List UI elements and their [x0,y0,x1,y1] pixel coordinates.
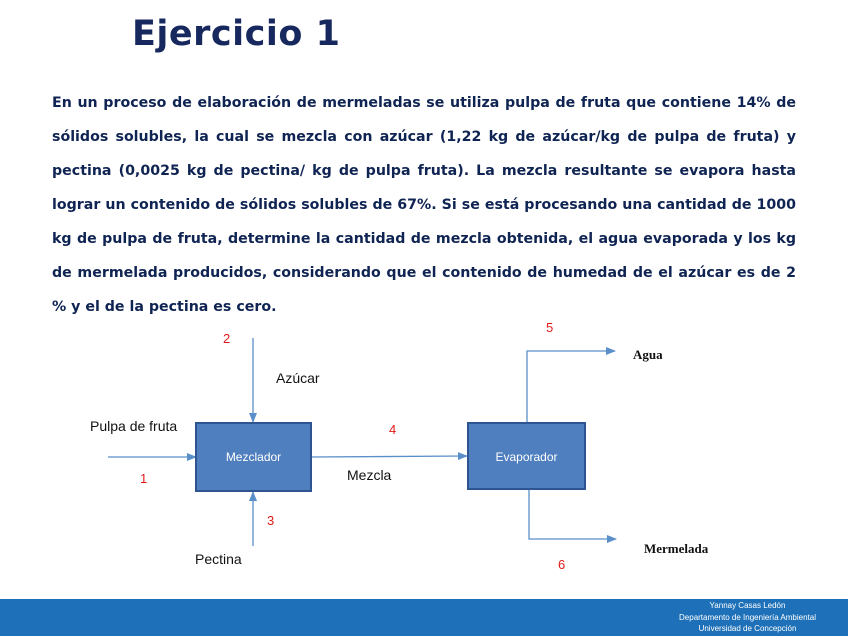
slide-title: Ejercicio 1 [132,14,341,54]
stream-6-number: 6 [558,557,566,572]
footer-credits [679,600,816,635]
stream-4-label: Mezcla [347,467,392,483]
problem-statement: En un proceso de elaboración de mermeladas se utiliza pulpa de fruta que contiene 14% de sólidos solubles, la cual se mezcla con azúcar (1,22 kg de azúcar/kg de pulpa de fruta) y pectina (0,0025 kg de pectina/ kg de pulpa fruta). La mezcla resultante se evapora hasta lograr un contenido de sólidos solubles de 67%. Si se está procesando una cantidad de 1000 kg de pulpa de fruta, determine la cantidad de mezcla obtenida, el agua evaporada y los kg de mermelada producidos, considerando que el contenido de humedad de el azúcar es de 2 % y el de la pectina es cero. [52,95,796,315]
stream-3-label: Pectina [195,551,242,567]
footer-department: Departamento de Ingeniería Ambiental [679,612,816,622]
footer-author: Yannay Casas Ledón [709,601,786,610]
stream-1-label: Pulpa de fruta [90,418,178,434]
mixer-label: Mezclador [225,450,282,464]
stream-3-number: 3 [267,513,275,528]
evaporator-label: Evaporador [495,450,558,464]
stream-5-arrow [527,351,615,422]
footer-university: Universidad de Concepción [698,624,797,633]
stream-1-number: 1 [140,471,148,486]
stream-6-arrow [529,489,616,539]
footer-bar [0,599,848,636]
stream-2-label: Azúcar [276,370,320,386]
stream-2-number: 2 [223,331,231,346]
stream-4-number: 4 [389,422,397,437]
stream-6-label: Mermelada [644,541,709,556]
stream-5-number: 5 [546,320,554,335]
stream-4-arrow [311,456,467,457]
stream-5-label: Agua [633,347,663,362]
